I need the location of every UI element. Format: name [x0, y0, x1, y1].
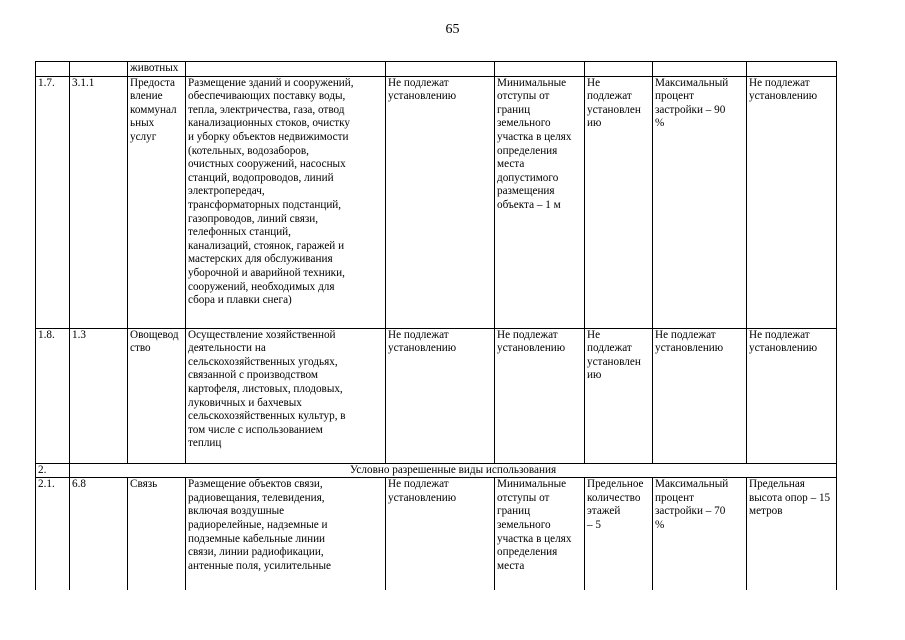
cell-param-1 — [386, 62, 495, 77]
cell-param-3 — [585, 62, 653, 77]
cell-param-1: Не подлежат установлению — [386, 328, 495, 463]
cell-type: животных — [128, 62, 186, 77]
cell-num: 2.1. — [36, 478, 70, 590]
section-row — [36, 463, 837, 478]
land-use-table — [35, 61, 837, 590]
cell-param-2: Минимальные отступы от границ земельного участка в целях определения места допустимого размещения объекта – 1 м — [495, 76, 585, 328]
cell-description: Осуществление хозяйственной деятельности на сельскохозяйственных угодьях, связанной с производством картофеля, листовых, плодовых, луковичных и бахчевых сельскохозяйственных культур, в том числе с использованием теплиц — [186, 328, 386, 463]
cell-type: Предоста вление коммунал ьных услуг — [128, 76, 186, 328]
cell-param-5: Предельная высота опор – 15 метров — [747, 478, 837, 590]
cell-description: Размещение объектов связи, радиовещания, телевидения, включая воздушные радиорелейные, надземные и подземные кабельные линии связи, линии радиофикации, антенные поля, усилительные — [186, 478, 386, 590]
cell-param-2: Не подлежат установлению — [495, 328, 585, 463]
cell-param-5: Не подлежат установлению — [747, 76, 837, 328]
cell-param-2: Минимальные отступы от границ земельного участка в целях определения места — [495, 478, 585, 590]
cell-code: 1.3 — [70, 328, 128, 463]
cell-code: 6.8 — [70, 478, 128, 590]
cell-param-4: Не подлежат установлению — [653, 328, 747, 463]
cell-type: Овощевод ство — [128, 328, 186, 463]
cell-param-4: Максимальный процент застройки – 90 % — [653, 76, 747, 328]
cell-param-4 — [653, 62, 747, 77]
table-row — [36, 328, 837, 463]
cell-param-1: Не подлежат установлению — [386, 478, 495, 590]
cell-num: 1.7. — [36, 76, 70, 328]
cell-param-2 — [495, 62, 585, 77]
cell-param-3: Не подлежат установлен ию — [585, 328, 653, 463]
cell-description: Размещение зданий и сооружений, обеспечивающих поставку воды, тепла, электричества, газа, отвод канализационных стоков, очистку и уборку объектов недвижимости (котельных, водозаборов, очистных сооружений, насосных станций, водопроводов, линий электропередач, трансформаторных подстанций, газопроводов, линий связи, телефонных станций, канализаций, стоянок, гаражей и мастерских для обслуживания уборочной и аварийной техники, сооружений, необходимых для сбора и плавки снега) — [186, 76, 386, 328]
section-number: 2. — [36, 463, 70, 478]
cell-param-1: Не подлежат установлению — [386, 76, 495, 328]
page-number: 65 — [445, 22, 460, 37]
section-title: Условно разрешенные виды использования — [70, 463, 837, 478]
cell-param-3: Предельное количество этажей – 5 — [585, 478, 653, 590]
cell-type: Связь — [128, 478, 186, 590]
cell-code — [70, 62, 128, 77]
cell-num: 1.8. — [36, 328, 70, 463]
table-row — [36, 76, 837, 328]
cell-description — [186, 62, 386, 77]
cell-num — [36, 62, 70, 77]
table-row — [36, 478, 837, 590]
cell-param-5: Не подлежат установлению — [747, 328, 837, 463]
cell-param-5 — [747, 62, 837, 77]
cell-param-3: Не подлежат установлен ию — [585, 76, 653, 328]
cell-code: 3.1.1 — [70, 76, 128, 328]
cell-param-4: Максимальный процент застройки – 70 % — [653, 478, 747, 590]
table-row-continuation — [36, 62, 837, 77]
